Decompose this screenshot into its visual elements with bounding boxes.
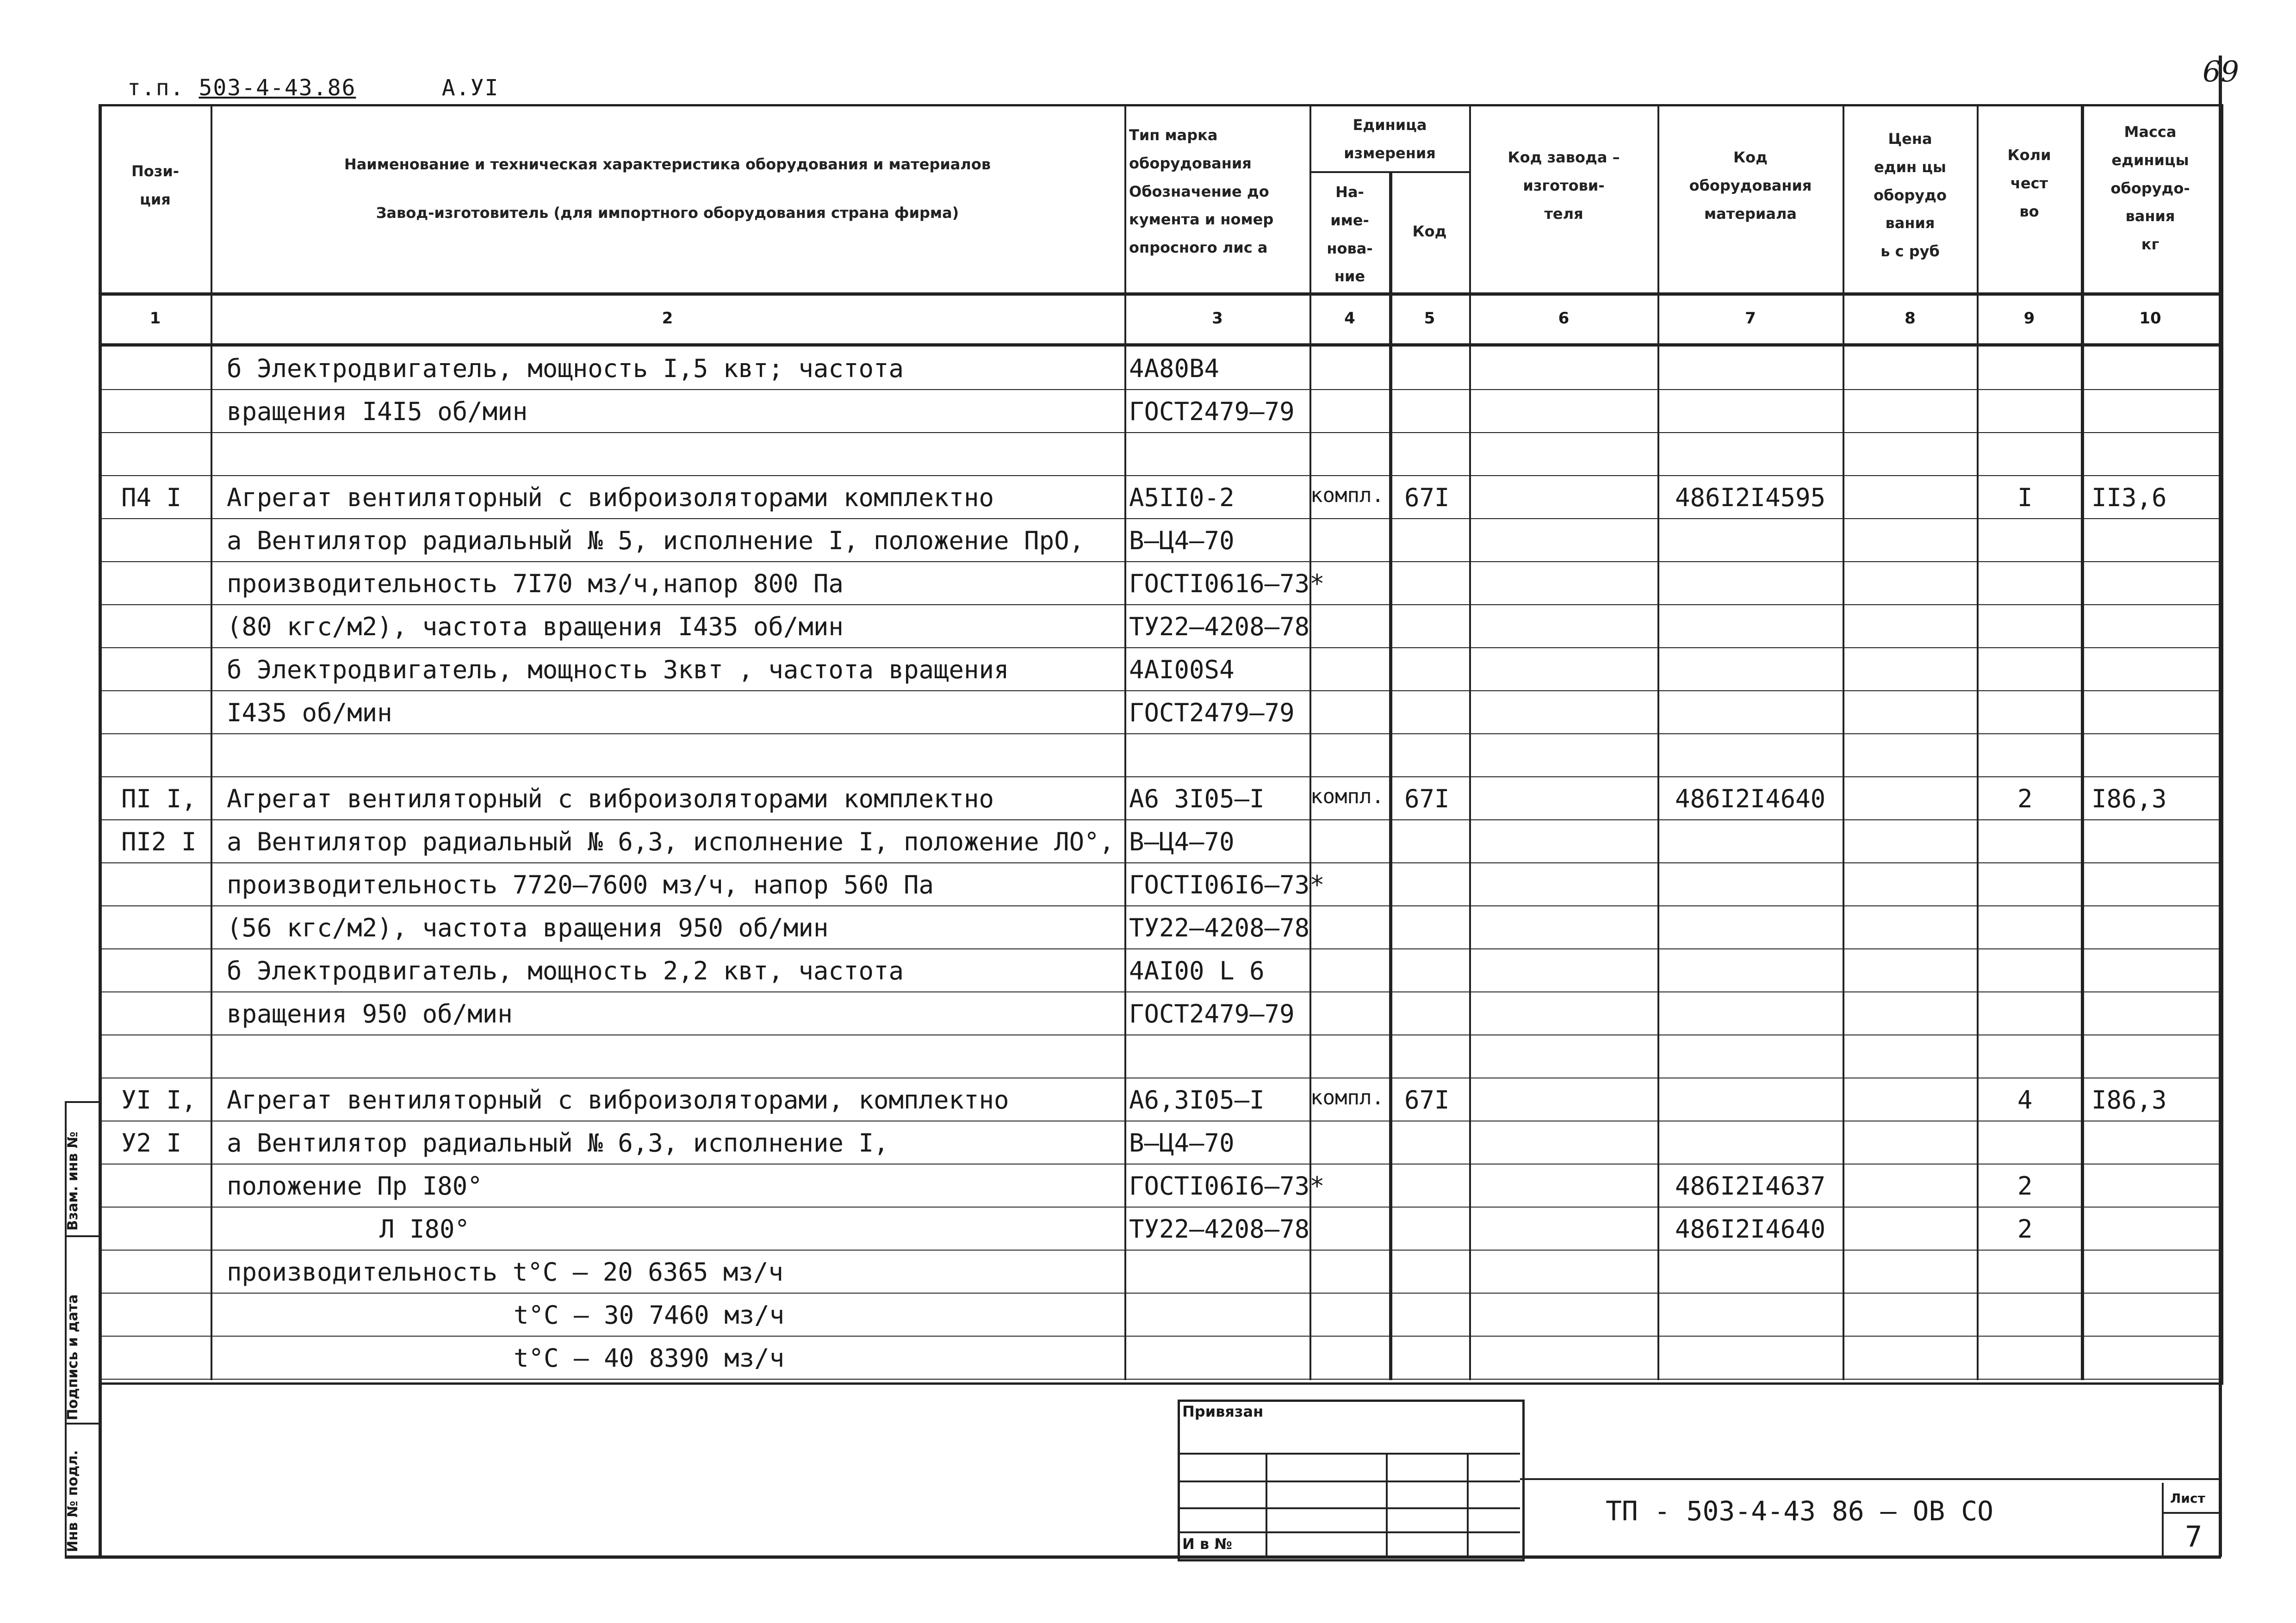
row-name: производительность 7I70 мз/ч,напор 800 Па [227,569,844,598]
row-unit: компл. [1310,1086,1384,1109]
row-name: а Вентилятор радиальный № 6,3, исполнение I, [227,1128,889,1158]
header-unit-code: Код [1412,223,1447,240]
row-unit-code: 67I [1404,483,1450,512]
stamp-line-1 [1178,1453,1520,1455]
row-quantity: 2 [2017,784,2033,813]
row-mass: II3,6 [2091,483,2167,512]
row-type: В–Ц4–70 [1129,827,1235,856]
row-equipment-code: 486I2I4637 [1675,1171,1826,1201]
row-type: 4АI00 L 6 [1129,956,1265,985]
row-unit: компл. [1310,483,1384,507]
list-box-mid [2162,1512,2219,1514]
row-name: б Электродвигатель, мощность I,5 квт; частота [227,354,904,383]
stamp-line-4 [1178,1531,1520,1533]
doc-prefix: т.п. [127,75,185,101]
row-separator [99,690,2219,691]
row-quantity: 2 [2017,1171,2033,1201]
row-separator [99,647,2219,648]
row-type: ГОСТ2479–79 [1129,698,1295,727]
row-separator [99,948,2219,949]
row-name: а Вентилятор радиальный № 5, исполнение I, положение ПрО, [227,526,1085,555]
row-separator [99,1207,2219,1208]
header-plant-code: Код завода – изготови- теля [1508,149,1620,223]
colnum-8: 8 [1905,309,1916,328]
stamp-vline-3 [1467,1453,1469,1557]
page-border-right [2219,56,2222,1557]
row-name: вращения I4I5 об/мин [227,397,528,426]
row-unit-code: 67I [1404,784,1450,813]
unit-group-line [1309,171,1469,173]
page-border-bottom [65,1555,2221,1559]
row-name: Агрегат вентиляторный с виброизоляторами комплектно [227,784,994,813]
stamp-vline-2 [1386,1453,1388,1557]
row-type: А6 3I05–I [1129,784,1265,813]
row-type: В–Ц4–70 [1129,526,1235,555]
row-type: ТУ22–4208–78 [1129,913,1310,942]
stamp-line-3 [1178,1507,1520,1509]
row-unit-code: 67I [1404,1085,1450,1115]
row-mass: I86,3 [2091,784,2167,813]
colnum-10: 10 [2139,309,2161,328]
side-strip-top [65,1101,99,1103]
row-type: В–Ц4–70 [1129,1128,1235,1158]
row-type: ГОСТI0616–73* [1129,569,1325,598]
col-line-4 [1389,171,1392,1380]
header-name-line2: Завод-изготовитель (для импортного оборудования страна фирма) [376,204,959,222]
row-mass: I86,3 [2091,1085,2167,1115]
row-name: Агрегат вентиляторный с виброизоляторами комплектно [227,483,994,512]
list-label: Лист [2170,1491,2205,1506]
list-box-left [2162,1483,2164,1557]
colnum-3: 3 [1212,309,1223,328]
row-separator [99,389,2219,390]
row-name: (56 кгс/м2), частота вращения 950 об/мин [227,913,829,942]
row-position: УI I, [121,1085,197,1115]
row-position: У2 I [121,1128,182,1158]
colnum-5: 5 [1424,309,1435,328]
row-name: производительность 7720–7600 мз/ч, напор 560 Па [227,870,934,899]
header-bottom-line [99,292,2219,296]
header-position: Пози- ция [131,162,180,208]
doc-album: А.УI [441,75,499,101]
header-equipment-code: Код оборудования материала [1689,149,1812,223]
side-label-inv-original: Инв № подл. [65,1450,81,1552]
row-name: t°C – 40 8390 мз/ч [514,1344,785,1373]
list-number: 7 [2185,1520,2203,1554]
row-name: а Вентилятор радиальный № 6,3, исполнение I, положение ЛО°, [227,827,1115,856]
title-block-top [1520,1478,2219,1480]
row-unit: компл. [1310,785,1384,808]
side-label-inv-replaced: Взам. инв № [65,1131,81,1231]
row-type: ГОСТ2479–79 [1129,999,1295,1028]
row-type: 4А80В4 [1129,354,1220,383]
row-equipment-code: 486I2I4595 [1675,483,1826,512]
row-separator [99,1164,2219,1165]
row-separator [99,518,2219,519]
colnum-bottom-line [99,343,2219,347]
header-unit-name: На- име- нова- ние [1327,183,1373,285]
row-name: б Электродвигатель, мощность 2,2 квт, частота [227,956,904,985]
row-position: ПI I, [121,784,197,813]
doc-number: 503-4-43.86 [199,75,356,101]
colnum-6: 6 [1558,309,1570,328]
row-separator [99,991,2219,992]
row-type: ТУ22–4208–78 [1129,1214,1310,1244]
colnum-2: 2 [662,309,673,328]
row-separator [99,776,2219,777]
row-separator [99,862,2219,863]
stamp-line-2 [1178,1481,1520,1482]
handwritten-sheet-number: 69 [2203,55,2239,88]
row-type: ТУ22–4208–78 [1129,612,1310,641]
row-separator [99,475,2219,476]
document-reference [127,75,499,101]
colnum-7: 7 [1745,309,1756,328]
row-separator [99,819,2219,820]
document-code: ТП - 503-4-43 86 — ОВ СО [1606,1495,1994,1527]
row-separator [99,561,2219,562]
row-name: положение Пр I80° [227,1171,483,1201]
row-name: б Электродвигатель, мощность 3квт , частота вращения [227,655,1009,684]
row-separator [99,1293,2219,1294]
side-label-signature-date: Подпись и дата [65,1294,81,1420]
stamp-bound-label: Привязан [1182,1403,1264,1420]
row-type: А6,3I05–I [1129,1085,1265,1115]
side-strip-div2 [65,1423,99,1425]
row-type: ГОСТI06I6–73* [1129,870,1325,899]
header-unit-group: Единица измерения [1344,116,1436,162]
header-type: Тип марка оборудования Обозначение до кумента и номер опросного лис а [1129,126,1274,257]
row-quantity: 4 [2017,1085,2033,1115]
header-mass: Масса единицы оборудо- вания кг [2110,123,2190,254]
row-separator [99,604,2219,605]
row-name: Л I80° [379,1214,470,1244]
row-type: А5II0-2 [1129,483,1235,512]
side-strip-div1 [65,1235,99,1237]
row-separator [99,905,2219,906]
row-name: вращения 950 об/мин [227,999,513,1028]
row-quantity: 2 [2017,1214,2033,1244]
colnum-4: 4 [1344,309,1355,328]
colnum-9: 9 [2023,309,2035,328]
row-equipment-code: 486I2I4640 [1675,1214,1826,1244]
row-type: ГОСТI06I6–73* [1129,1171,1325,1201]
row-name: I435 об/мин [227,698,392,727]
row-position: П4 I [121,483,182,512]
colnum-1: 1 [149,309,161,328]
row-separator [99,1379,2219,1380]
stamp-inv-label: И в № [1182,1535,1232,1553]
row-name: Агрегат вентиляторный с виброизоляторами, комплектно [227,1085,1009,1115]
header-quantity: Коли чест во [2007,146,2051,220]
header-price: Цена един цы оборудо вания ь с руб [1874,130,1947,260]
row-name: (80 кгс/м2), частота вращения I435 об/мин [227,612,844,641]
row-separator [99,1336,2219,1337]
stamp-vline-1 [1266,1453,1267,1557]
row-name: t°C – 30 7460 мз/ч [514,1301,785,1330]
row-type: 4АI00S4 [1129,655,1235,684]
row-quantity: I [2017,483,2033,512]
row-position: ПI2 I [121,827,197,856]
header-name-line1: Наименование и техническая характеристика оборудования и материалов [344,155,991,173]
row-equipment-code: 486I2I4640 [1675,784,1826,813]
row-separator [99,1250,2219,1251]
row-name: производительность t°C – 20 6365 мз/ч [227,1258,783,1287]
row-separator [99,733,2219,734]
row-type: ГОСТ2479–79 [1129,397,1295,426]
row-separator [99,432,2219,433]
